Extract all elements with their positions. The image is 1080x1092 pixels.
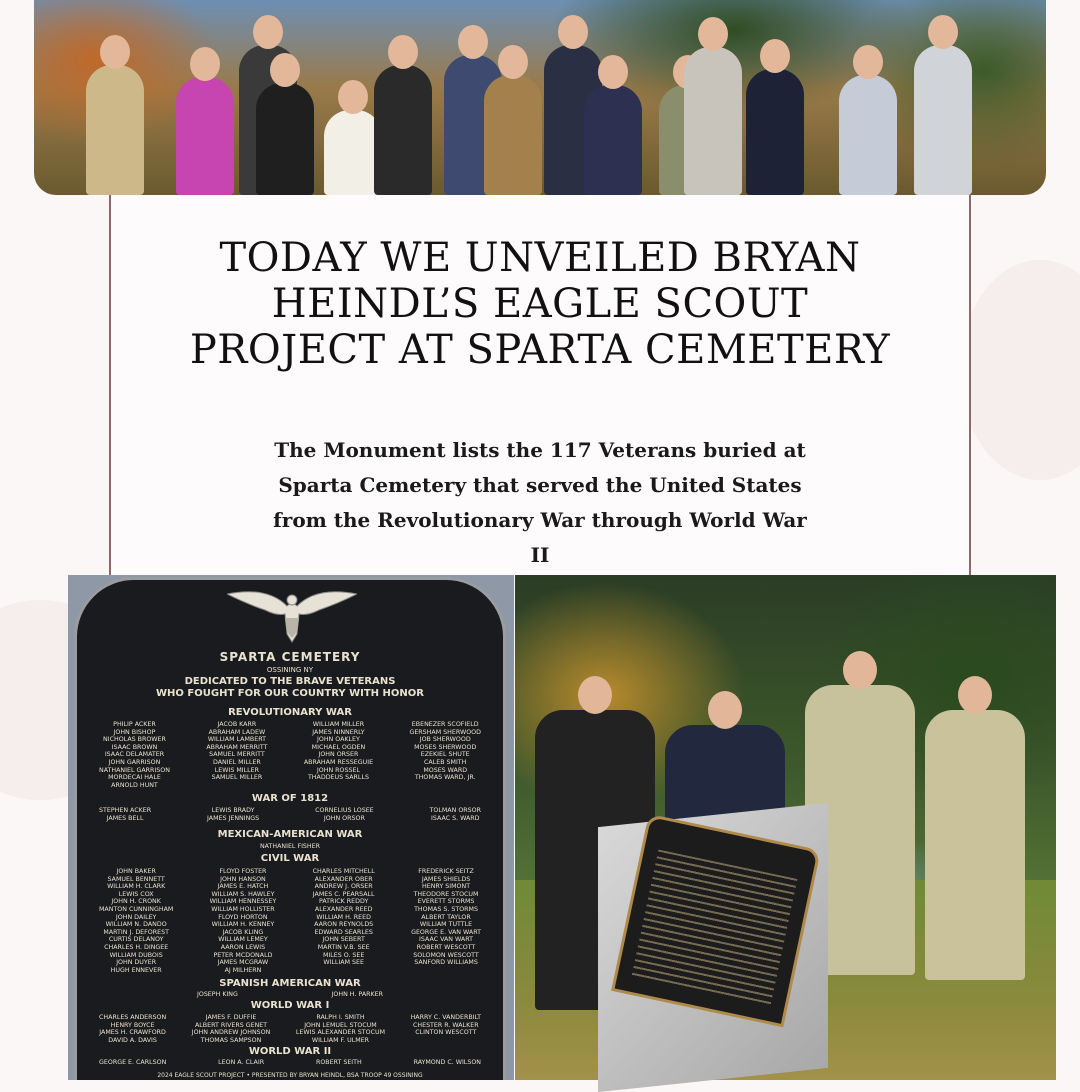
person-figure: [584, 85, 642, 195]
name-column: LEON A. CLAIR: [218, 1059, 265, 1066]
section-title-revolutionary-war: REVOLUTIONARY WAR: [228, 707, 352, 718]
name-column: JOSEPH KING: [197, 991, 238, 998]
name-column: GEORGE E. CARLSON: [99, 1059, 167, 1066]
eagle-scout-figure: [925, 710, 1025, 980]
memorial-plaque: [74, 577, 506, 1080]
name-column: FREDERICK SEITZ JAMES SHIELDS HENRY SIMONT THEODORE STOCUM EVERETT STORMS THOMAS S. STORMS ALBERT TAYLOR WILLIAM TUTTLE GEORGE E. VAN WART ISAAC VAN WART ROBERT WESCOTT SOLOMON WESCOTT SANFORD WILLIAMS: [411, 868, 481, 967]
headline: TODAY WE UNVEILED BRYAN HEINDL’S EAGLE SCOUT PROJECT AT SPARTA CEMETERY: [189, 235, 891, 373]
plaque-photo: [68, 575, 514, 1080]
person-figure: [839, 75, 897, 195]
name-column: JACOB KARR ABRAHAM LADEW WILLIAM LAMBERT ABRAHAM MERRITT SAMUEL MERRITT DANIEL MILLER LEWIS MILLER SAMUEL MILLER: [206, 721, 268, 782]
mexican-american-war-name: NATHANIEL FISHER: [259, 843, 321, 850]
name-column: ROBERT SEITH: [315, 1059, 362, 1066]
monument-plaque: [611, 814, 821, 1028]
name-column: STEPHEN ACKER JAMES BELL: [99, 807, 152, 822]
name-column: RAYMOND C. WILSON: [413, 1059, 481, 1066]
section-title-mexican-american-war: MEXICAN-AMERICAN WAR: [217, 829, 363, 840]
plaque-location: OSSINING NY: [266, 666, 314, 674]
headline-card: [109, 195, 971, 575]
plaque-dedication-line-2: WHO FOUGHT FOR OUR COUNTRY WITH HONOR: [156, 688, 424, 699]
spanish-american-war-names: [197, 991, 383, 999]
name-column: JAMES F. DUFFIE ALBERT RIVERS GENET JOHN ANDREW JOHNSON THOMAS SAMPSON: [191, 1014, 271, 1044]
person-figure: [374, 65, 432, 195]
name-column: FLOYD FOSTER JOHN HANSON JAMES E. HATCH WILLIAM S. HAWLEY WILLIAM HENNESSEY WILLIAM HOLLISTER FLOYD HORTON WILLIAM H. KENNEY JACOB KLING WILLIAM LEMEY AARON LEWIS PETER MCDONALD JAMES MCGRAW AJ MILHERN: [209, 868, 277, 974]
name-column: LEWIS BRADY JAMES JENNINGS: [207, 807, 260, 822]
war-of-1812-names: [99, 807, 481, 822]
person-figure: [176, 77, 234, 195]
section-title-war-of-1812: WAR OF 1812: [251, 793, 329, 804]
world-war-1-names: [99, 1014, 481, 1044]
person-figure: [86, 65, 144, 195]
background-blob: [960, 260, 1080, 480]
subheadline: The Monument lists the 117 Veterans buried at Sparta Cemetery that served the United States from the Revolutionary War through World War II: [273, 438, 807, 567]
revolutionary-war-names: [99, 721, 481, 789]
plaque-dedication-line-1: DEDICATED TO THE BRAVE VETERANS: [184, 676, 396, 687]
person-figure: [684, 47, 742, 195]
section-title-world-war-2: WORLD WAR II: [248, 1046, 332, 1057]
section-title-civil-war: CIVIL WAR: [260, 853, 320, 864]
plaque-cemetery-name: SPARTA CEMETERY: [219, 650, 361, 664]
civil-war-names: [99, 868, 481, 974]
plaque-footer: 2024 EAGLE SCOUT PROJECT • PRESENTED BY BRYAN HEINDL, BSA TROOP 49 OSSINING: [157, 1072, 423, 1079]
name-column: WILLIAM MILLER JAMES NINNERLY JOHN OAKLEY MICHAEL OGDEN JOHN ORSER ABRAHAM RESSEGUIE JOHN ROSSEL THADDEUS SARLLS: [303, 721, 374, 782]
plaque-dedication: [77, 676, 503, 700]
name-column: TOLMAN ORSOR ISAAC S. WARD: [429, 807, 481, 822]
name-column: CHARLES MITCHELL ALEXANDER OBER ANDREW J. ORSER JAMES C. PEARSALL PATRICK REDDY ALEXANDER REED WILLIAM H. REED AARON REYNOLDS EDWARD SEARLES JOHN SEBERT MARTIN V.B. SEE MILES O. SEE WILLIAM SEE: [312, 868, 375, 967]
person-figure: [484, 75, 542, 195]
person-figure: [746, 69, 804, 195]
world-war-2-names: [99, 1059, 481, 1067]
name-column: HARRY C. VANDERBILT CHESTER R. WALKER CLINTON WESCOTT: [410, 1014, 481, 1037]
section-title-spanish-american-war: SPANISH AMERICAN WAR: [219, 978, 361, 989]
person-figure: [256, 83, 314, 195]
group-photo: [34, 0, 1046, 195]
name-column: EBENEZER SCOFIELD GERSHAM SHERWOOD JOB SHERWOOD MOSES SHERWOOD EZEKIEL SHUTE CALEB SMITH MOSES WARD THOMAS WARD, JR.: [409, 721, 481, 782]
name-column: PHILIP ACKER JOHN BISHOP NICHOLAS BROWER ISAAC BROWN ISAAC DELAMATER JOHN GARRISON NATHANIEL GARRISON MORDECAI HALE ARNOLD HUNT: [99, 721, 170, 789]
name-column: RALPH I. SMITH JOHN LEMUEL STOCUM LEWIS ALEXANDER STOCUM WILLIAM F. ULMER: [295, 1014, 386, 1044]
name-column: CORNELIUS LOSEE JOHN ORSOR: [315, 807, 374, 822]
person-figure: [914, 45, 972, 195]
name-column: JOHN BAKER SAMUEL BENNETT WILLIAM H. CLARK LEWIS COX JOHN H. CRONK MANTON CUNNINGHAM JOHN DAILEY WILLIAM N. DANDO MARTIN J. DEFOREST CURTIS DELANOY CHARLES H. DINGEE WILLIAM DUBOIS JOHN DUYER HUGH ENNEVER: [99, 868, 174, 974]
name-column: CHARLES ANDERSON HENRY BOYCE JAMES H. CRAWFORD DAVID A. DAVIS: [99, 1014, 167, 1044]
name-column: JOHN H. PARKER: [331, 991, 383, 998]
eagle-icon: [227, 584, 357, 644]
section-title-world-war-1: WORLD WAR I: [250, 1000, 330, 1011]
